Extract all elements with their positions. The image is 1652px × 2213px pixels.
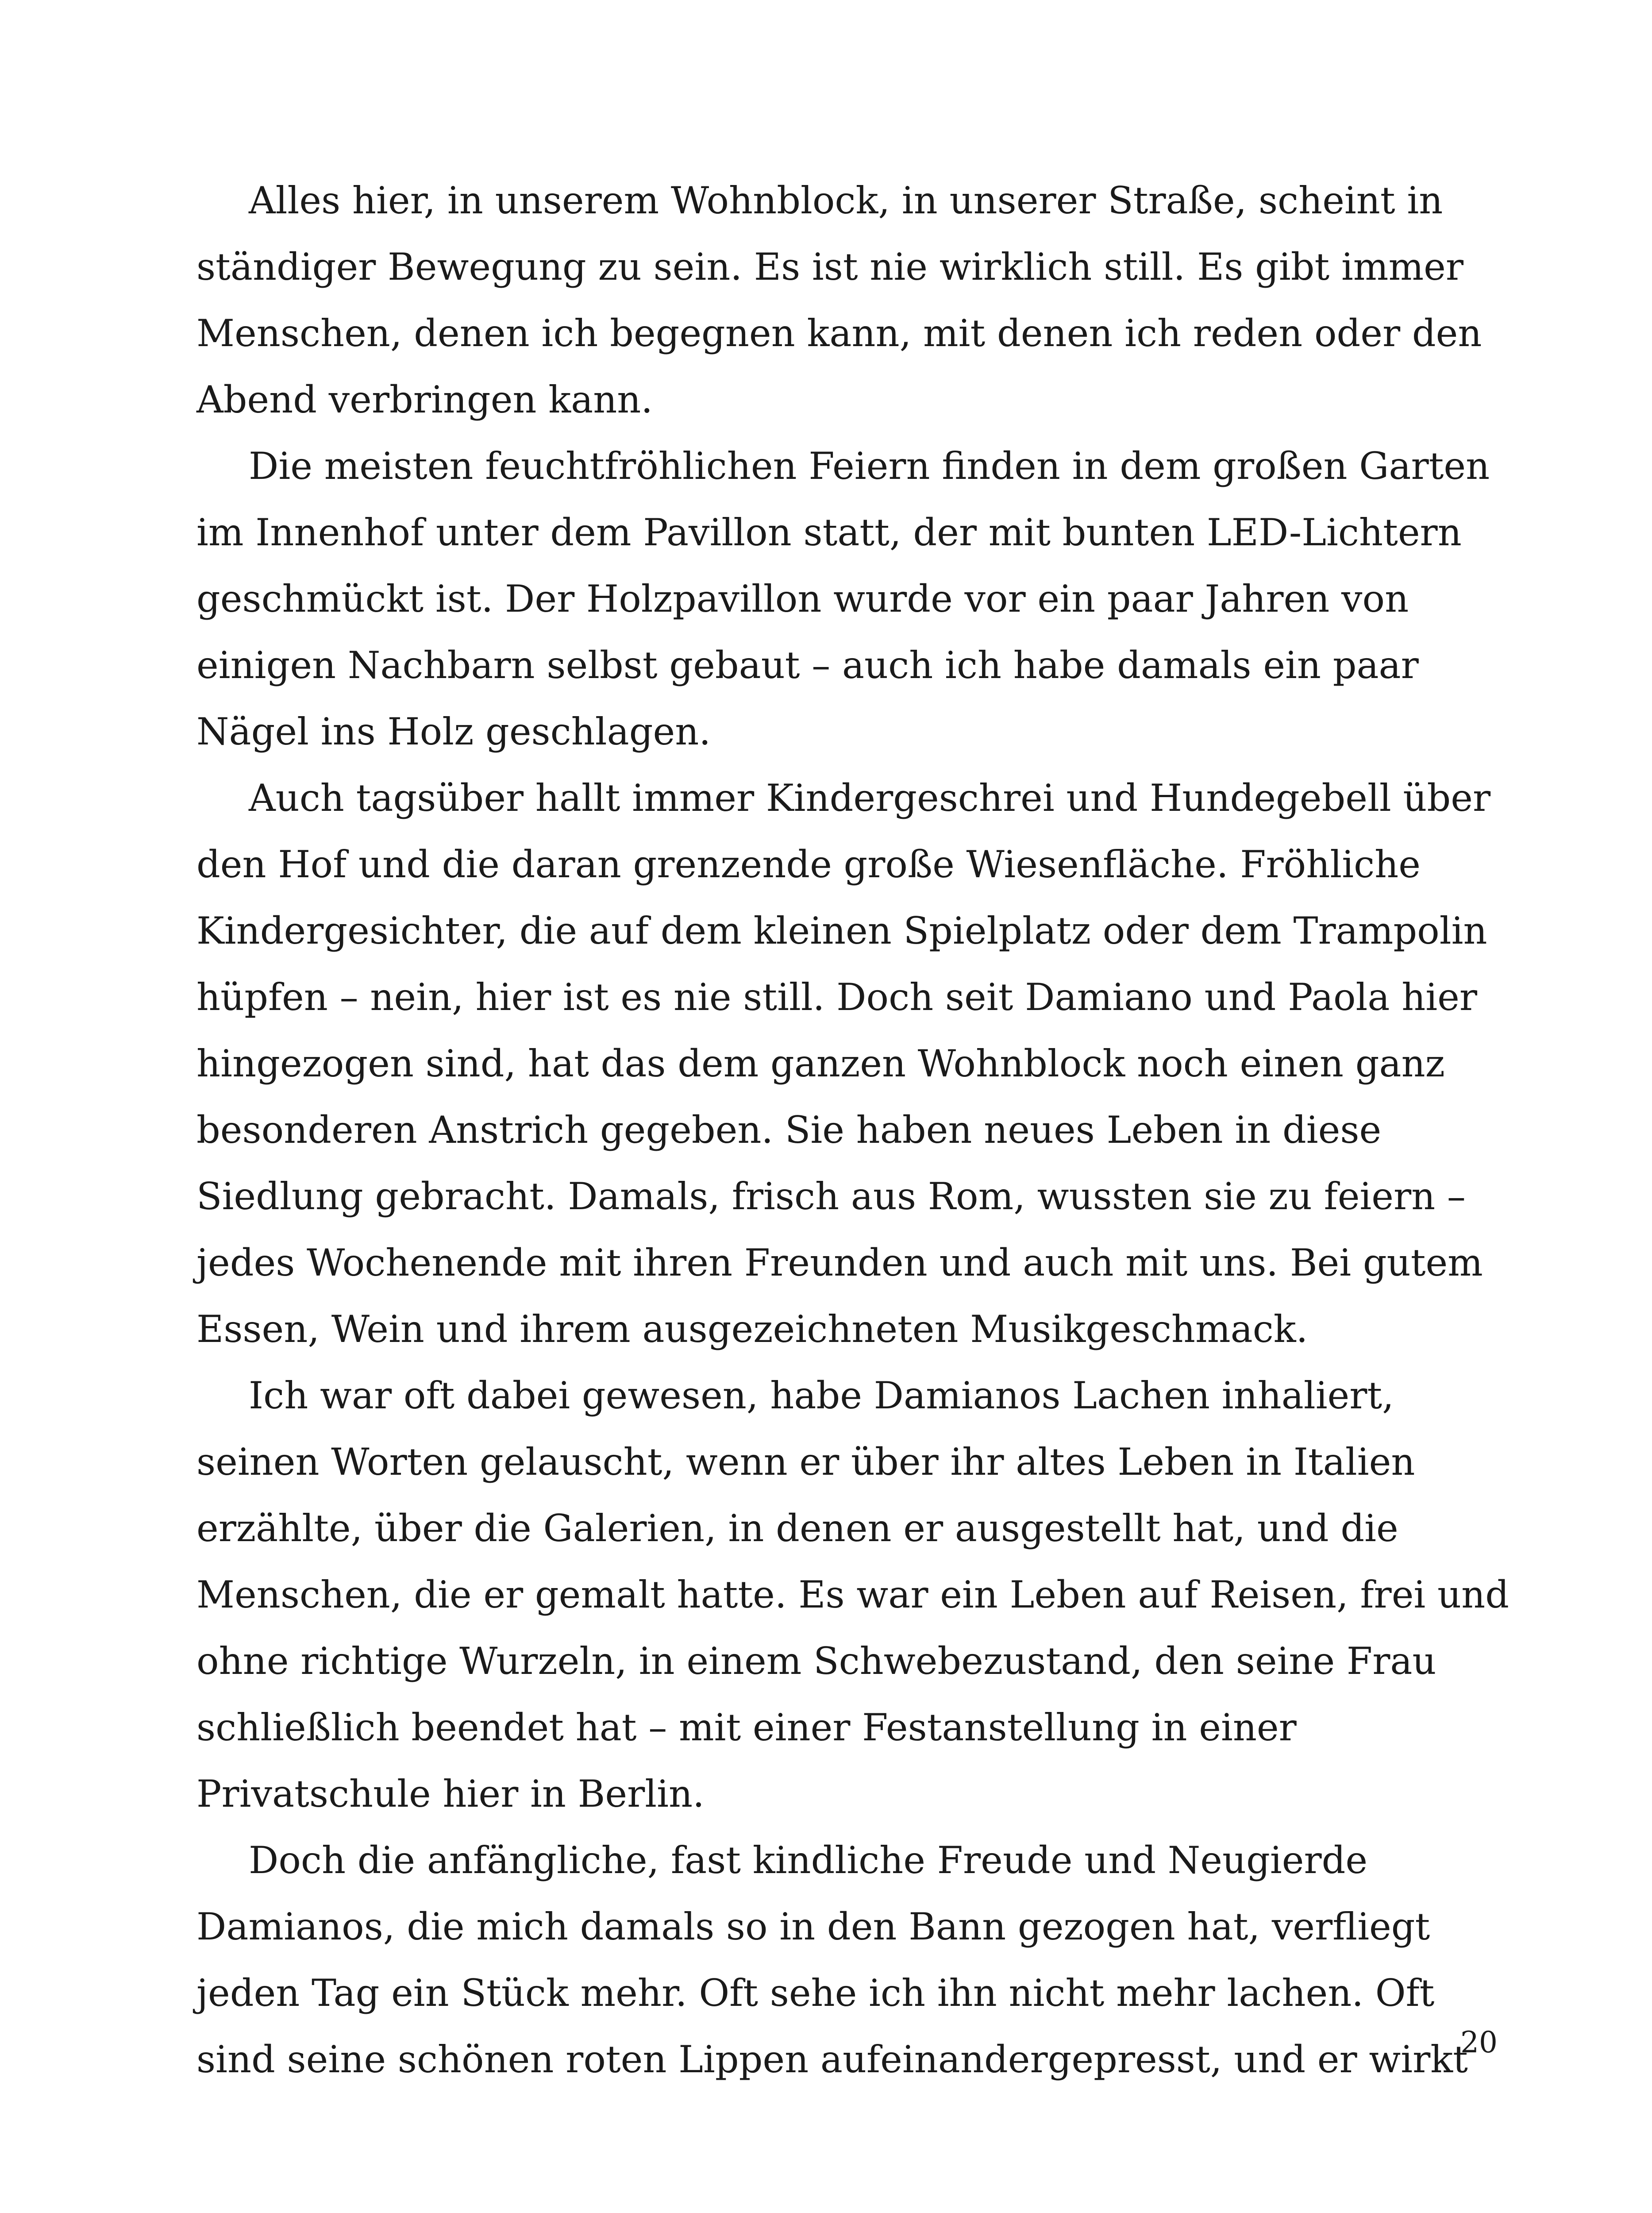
text-line: Damianos, die mich damals so in den Bann gezogen hat, verfliegt bbox=[196, 1905, 1430, 1948]
text-line: Doch die anfängliche, fast kindliche Freude und Neugierde bbox=[249, 1839, 1368, 1882]
paragraph-2 bbox=[196, 433, 1498, 765]
text-line: Nägel ins Holz geschlagen. bbox=[196, 710, 711, 753]
text-line: Auch tagsüber hallt immer Kindergeschrei und Hundegebell über bbox=[249, 776, 1491, 820]
text-line: Alles hier, in unserem Wohnblock, in unserer Straße, scheint in bbox=[249, 179, 1443, 222]
paragraph-3 bbox=[196, 765, 1498, 1362]
paragraph-4 bbox=[196, 1362, 1509, 1827]
text-line: geschmückt ist. Der Holzpavillon wurde vor ein paar Jahren von bbox=[196, 577, 1409, 621]
text-line: einigen Nachbarn selbst gebaut – auch ich habe damals ein paar bbox=[196, 644, 1419, 687]
text-line: Abend verbringen kann. bbox=[196, 378, 653, 421]
body-text bbox=[196, 167, 1509, 2093]
text-line: Die meisten feuchtfröhlichen Feiern finden in dem großen Garten bbox=[249, 444, 1490, 488]
text-line: Siedlung gebracht. Damals, frisch aus Rom, wussten sie zu feiern – bbox=[196, 1175, 1466, 1218]
text-line: jedes Wochenende mit ihren Freunden und auch mit uns. Bei gutem bbox=[196, 1241, 1483, 1284]
text-line: Ich war oft dabei gewesen, habe Damianos Lachen inhaliert, bbox=[249, 1374, 1394, 1417]
text-line: erzählte, über die Galerien, in denen er ausgestellt hat, und die bbox=[196, 1507, 1398, 1550]
page-number: 20 bbox=[1460, 2025, 1498, 2059]
text-line: besonderen Anstrich gegeben. Sie haben neues Leben in diese bbox=[196, 1108, 1382, 1152]
text-line: sind seine schönen roten Lippen aufeinandergepresst, und er wirkt bbox=[196, 2038, 1468, 2081]
text-line: schließlich beendet hat – mit einer Festanstellung in einer bbox=[196, 1706, 1297, 1749]
text-line: Privatschule hier in Berlin. bbox=[196, 1772, 705, 1816]
text-line: Menschen, die er gemalt hatte. Es war ein Leben auf Reisen, frei und bbox=[196, 1573, 1509, 1616]
text-line: jeden Tag ein Stück mehr. Oft sehe ich ihn nicht mehr lachen. Oft bbox=[196, 1971, 1435, 2015]
text-line: Menschen, denen ich begegnen kann, mit denen ich reden oder den bbox=[196, 312, 1482, 355]
paragraph-5 bbox=[196, 1827, 1498, 2093]
text-line: seinen Worten gelauscht, wenn er über ihr altes Leben in Italien bbox=[196, 1440, 1415, 1484]
text-line: hüpfen – nein, hier ist es nie still. Doch seit Damiano und Paola hier bbox=[196, 975, 1478, 1019]
text-line: Essen, Wein und ihrem ausgezeichneten Musikgeschmack. bbox=[196, 1307, 1308, 1351]
text-line: im Innenhof unter dem Pavillon statt, der mit bunten LED-Lichtern bbox=[196, 511, 1462, 554]
text-line: ohne richtige Wurzeln, in einem Schwebezustand, den seine Frau bbox=[196, 1639, 1436, 1683]
text-line: den Hof und die daran grenzende große Wiesenfläche. Fröhliche bbox=[196, 843, 1421, 886]
text-line: Kindergesichter, die auf dem kleinen Spielplatz oder dem Trampolin bbox=[196, 909, 1487, 952]
text-line: ständiger Bewegung zu sein. Es ist nie wirklich still. Es gibt immer bbox=[196, 245, 1463, 289]
paragraph-1 bbox=[196, 167, 1498, 433]
text-line: hingezogen sind, hat das dem ganzen Wohnblock noch einen ganz bbox=[196, 1042, 1445, 1085]
